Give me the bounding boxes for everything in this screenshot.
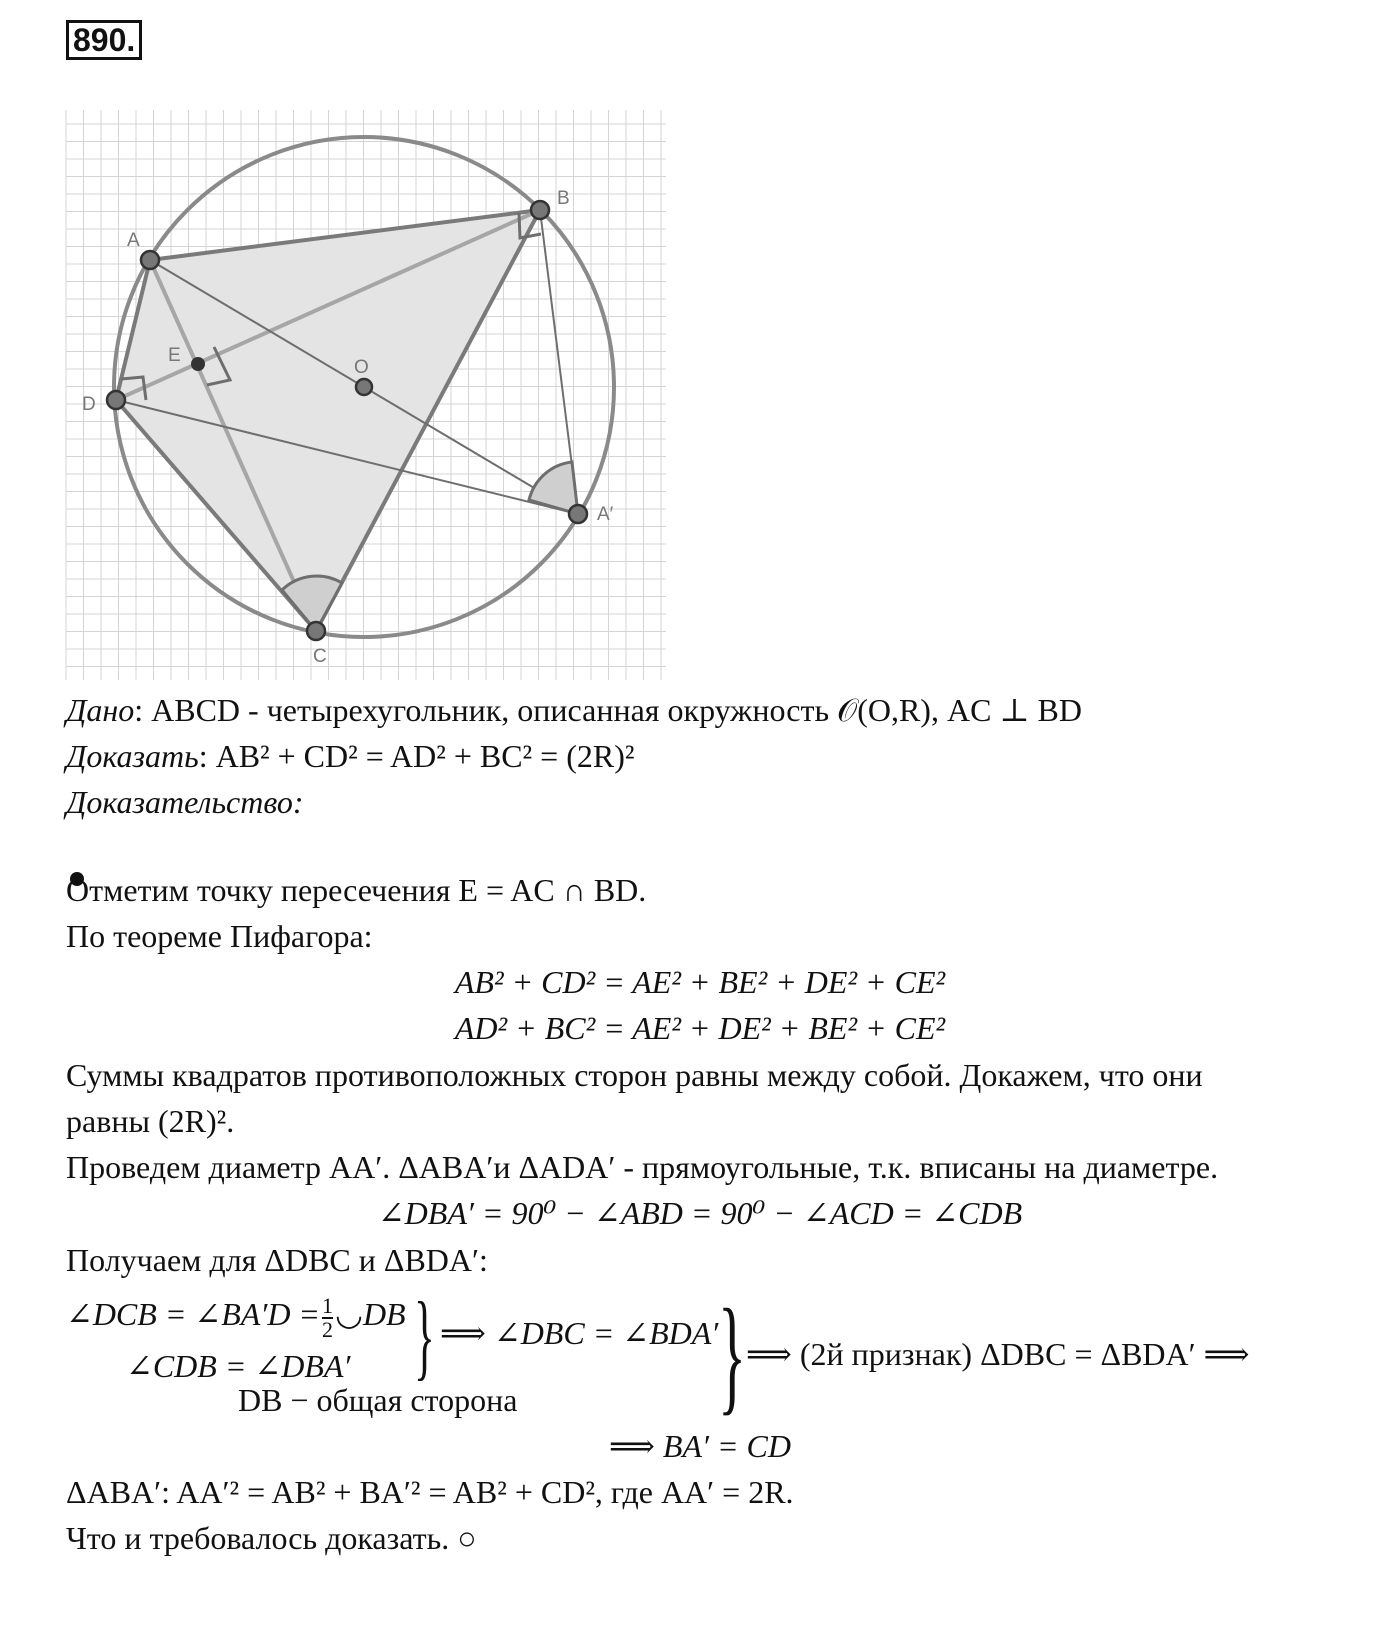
label-c: C: [313, 646, 327, 667]
point-a-prime: [569, 505, 587, 523]
system-row-1: ∠DCB = ∠BA′D = $\frac{1}{2}$ ◡DB: [66, 1292, 406, 1342]
final-line: ΔABA′: AA′² = AB² + BA′² = AB² + CD², где AA′ = 2R.: [66, 1474, 794, 1510]
fraction-one-half: $\frac{1}{2}$: [322, 1292, 334, 1342]
system-middle: ⟹ ∠DBC = ∠BDA′: [440, 1315, 719, 1351]
point-a: [141, 251, 159, 269]
conclusion-line: ⟹ BA′ = CD: [608, 1428, 791, 1464]
quadrilateral-fill: [116, 210, 540, 631]
label-o: O: [354, 357, 369, 378]
prove-line: Доказать: AB² + CD² = AD² + BC² = (2R)²: [66, 738, 635, 774]
system-row-2: ∠CDB = ∠DBA′: [126, 1348, 351, 1384]
sums-line-1: Суммы квадратов противоположных сторон равны между собой. Докажем, что они: [66, 1057, 1203, 1093]
point-o: [356, 379, 372, 395]
equation-1: AB² + CD² = AE² + BE² + DE² + CE²: [454, 964, 946, 1000]
brace-2: }: [718, 1283, 747, 1427]
point-e: [191, 357, 205, 371]
sums-line-2: равны (2R)².: [66, 1103, 235, 1139]
given-line: Дано: ABCD - четырехугольник, описанная окружность 𝒪(O,R), AC ⊥ BD: [66, 692, 1082, 728]
point-b: [531, 201, 549, 219]
label-a-prime: A′: [597, 504, 614, 525]
line-intersection: Отметим точку пересечения E = AC ∩ BD.: [66, 872, 647, 908]
problem-number: 890.: [66, 20, 142, 60]
label-b: B: [557, 188, 570, 209]
geometry-figure: [0, 0, 1400, 720]
label-e: E: [168, 345, 181, 366]
triangles-line: Получаем для ΔDBC и ΔBDA′:: [66, 1242, 488, 1278]
system-row-3: DB − общая сторона: [238, 1382, 518, 1418]
angle-arc-a2: [529, 462, 578, 514]
system-right: ⟹ (2й признак) ΔDBC = ΔBDA′ ⟹: [746, 1336, 1250, 1372]
label-a: A: [127, 230, 140, 251]
proof-heading: Доказательство:: [66, 784, 304, 820]
point-d: [107, 391, 125, 409]
equation-2: AD² + BC² = AE² + DE² + BE² + CE²: [454, 1010, 946, 1046]
label-d: D: [82, 394, 96, 415]
brace-1: }: [414, 1282, 435, 1389]
point-c: [307, 622, 325, 640]
angle-equation: ∠DBA′ = 90⁰ − ∠ABD = 90⁰ − ∠ACD = ∠CDB: [377, 1195, 1023, 1231]
line-pythagoras: По теореме Пифагора:: [66, 918, 373, 954]
diameter-line: Проведем диаметр AA′. ΔABA′и ΔADA′ - прямоугольные, т.к. вписаны на диаметре.: [66, 1149, 1219, 1185]
qed-line: Что и требовалось доказать. ○: [66, 1520, 477, 1556]
